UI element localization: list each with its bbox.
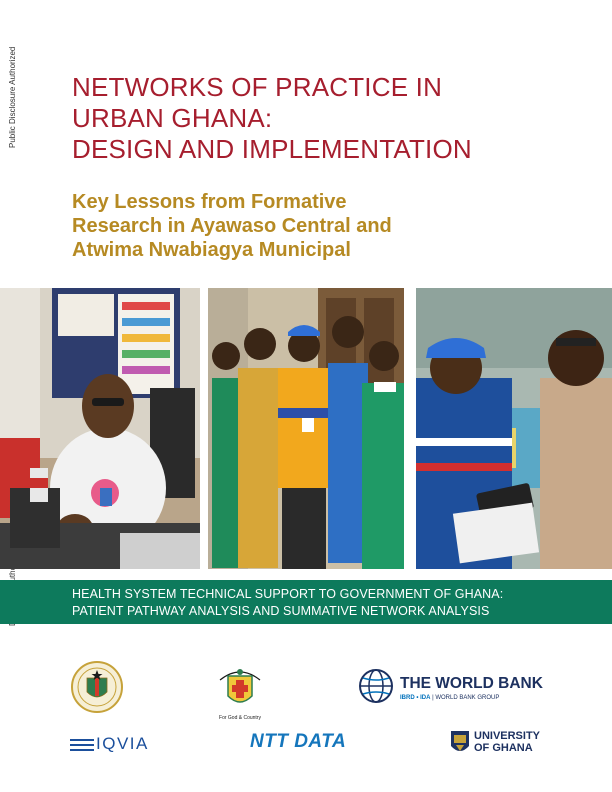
ibrd-ida-label: IBRD • IDA [400, 695, 431, 701]
subtitle-line: Research in Ayawaso Central and [72, 215, 392, 237]
ug-name-line: OF GHANA [474, 742, 533, 754]
ministry-of-health-seal [70, 660, 124, 714]
banner-line: PATIENT PATHWAY ANALYSIS AND SUMMATIVE NETWORK ANALYSIS [72, 604, 490, 618]
title-line: URBAN GHANA: [72, 103, 273, 133]
ug-name-line: UNIVERSITY [474, 730, 541, 742]
iqvia-logo [70, 733, 180, 755]
report-subtitle [72, 190, 532, 262]
ug-crest-icon [450, 730, 470, 756]
ghs-motto: For God & Country [219, 715, 261, 721]
university-of-ghana-logo [450, 728, 560, 760]
photo-men-with-tablet [416, 288, 612, 569]
report-title [72, 72, 572, 165]
iqvia-name: IQVIA [96, 734, 149, 753]
photo-group-of-health-workers [208, 288, 404, 569]
subtitle-line: Key Lessons from Formative [72, 191, 347, 213]
ug-name [474, 730, 540, 754]
subtitle-line: Atwima Nwabiagya Municipal [72, 239, 351, 261]
title-line: NETWORKS OF PRACTICE IN [72, 72, 443, 102]
world-bank-group-label: WORLD BANK GROUP [435, 695, 500, 701]
iqvia-stripes-icon [70, 737, 96, 753]
ntt-data-logo [250, 731, 346, 753]
globe-icon [358, 668, 394, 704]
title-line: DESIGN AND IMPLEMENTATION [72, 134, 472, 164]
banner-line: HEALTH SYSTEM TECHNICAL SUPPORT TO GOVERNMENT OF GHANA: [72, 587, 504, 601]
ghana-health-service-logo [214, 660, 266, 721]
disclosure-stamp: Public Disclosure Authorized [8, 46, 17, 148]
project-banner [0, 580, 612, 624]
world-bank-tagline: IBRD • IDA | WORLD BANK GROUP [400, 695, 500, 701]
photo-man-at-desk [0, 288, 200, 569]
world-bank-logo [358, 668, 548, 708]
ntt-data-name: NTT DATA [250, 731, 347, 752]
world-bank-name: THE WORLD BANK [400, 675, 543, 692]
